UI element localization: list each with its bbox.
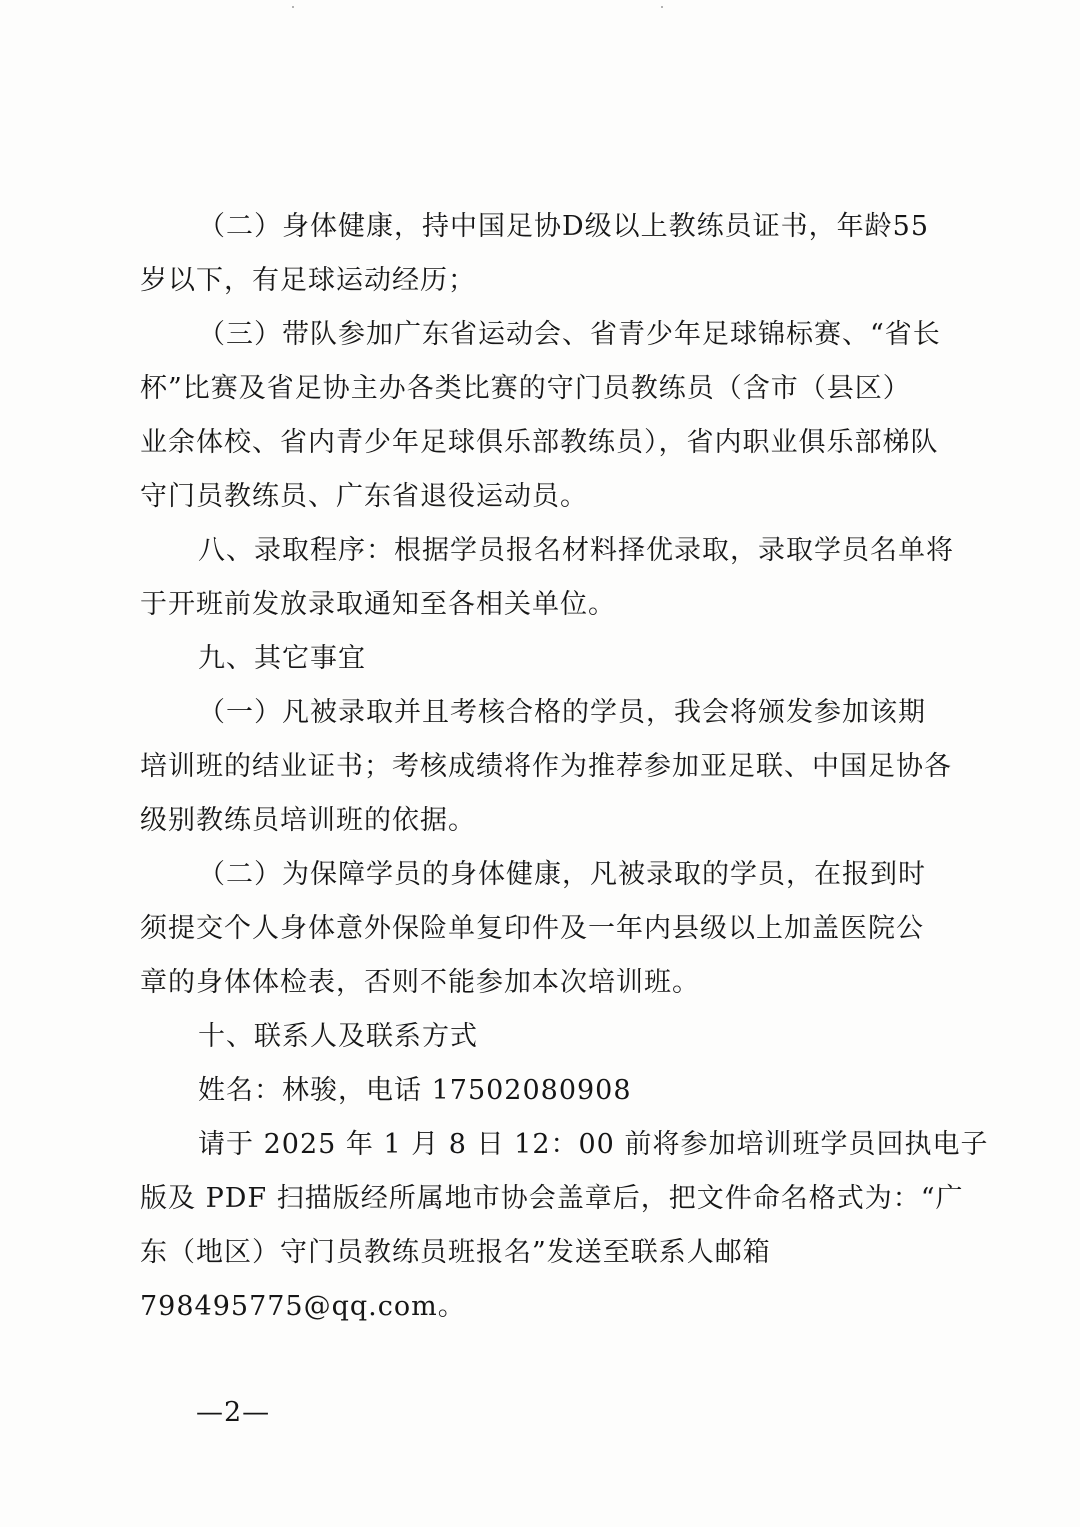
paragraph-2-line-2: 岁以下，有足球运动经历； — [140, 265, 476, 296]
section-9-item-1-line-3: 级别教练员培训班的依据。 — [140, 805, 476, 836]
section-10-heading: 十、联系人及联系方式 — [198, 1021, 478, 1052]
paragraph-3-line-4: 守门员教练员、广东省退役运动员。 — [140, 481, 588, 512]
section-9-item-2-line-1: （二）为保障学员的身体健康，凡被录取的学员，在报到时 — [198, 859, 926, 890]
section-8-line-2: 于开班前发放录取通知至各相关单位。 — [140, 589, 616, 620]
section-8-line-1: 八、录取程序：根据学员报名材料择优录取，录取学员名单将 — [198, 535, 954, 566]
email-line: 798495775@qq.com。 — [140, 1291, 466, 1322]
paragraph-3-line-2: 杯”比赛及省足协主办各类比赛的守门员教练员（含市（县区） — [140, 373, 911, 404]
scan-speck — [292, 6, 294, 8]
paragraph-3-line-1: （三）带队参加广东省运动会、省青少年足球锦标赛、“省长 — [198, 319, 941, 350]
paragraph-2-line-1: （二）身体健康，持中国足协D级以上教练员证书，年龄55 — [198, 211, 930, 242]
section-9-item-1-line-2: 培训班的结业证书；考核成绩将作为推荐参加亚足联、中国足协各 — [140, 751, 952, 782]
section-9-heading: 九、其它事宜 — [198, 643, 366, 674]
section-9-item-2-line-3: 章的身体体检表，否则不能参加本次培训班。 — [140, 967, 700, 998]
section-9-item-1-line-1: （一）凡被录取并且考核合格的学员，我会将颁发参加该期 — [198, 697, 926, 728]
submission-line-3: 东（地区）守门员教练员班报名”发送至联系人邮箱 — [140, 1237, 771, 1268]
submission-line-1: 请于 2025 年 1 月 8 日 12：00 前将参加培训班学员回执电子 — [198, 1129, 989, 1160]
section-9-item-2-line-2: 须提交个人身体意外保险单复印件及一年内县级以上加盖医院公 — [140, 913, 924, 944]
submission-line-2: 版及 PDF 扫描版经所属地市协会盖章后，把文件命名格式为：“广 — [140, 1183, 964, 1214]
scan-speck — [661, 6, 663, 8]
paragraph-3-line-3: 业余体校、省内青少年足球俱乐部教练员），省内职业俱乐部梯队 — [140, 427, 939, 458]
contact-line: 姓名：林骏，电话 17502080908 — [198, 1075, 632, 1106]
page-number: —2— — [196, 1397, 271, 1428]
